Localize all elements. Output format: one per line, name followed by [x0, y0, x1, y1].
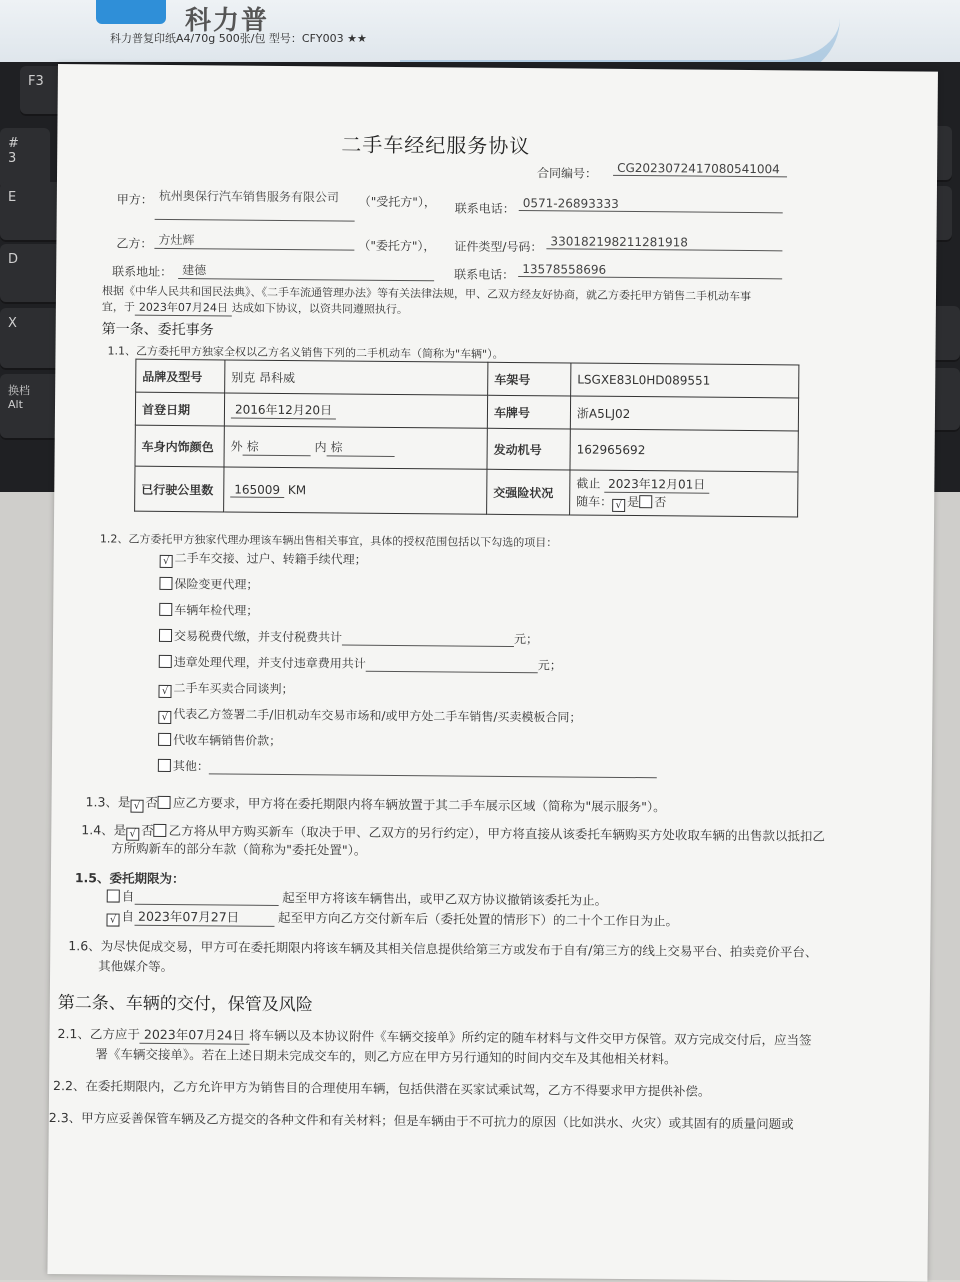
contract-page	[47, 64, 938, 1282]
key-3[interactable]: # 3	[0, 128, 50, 192]
clause-1-4-yes-checkbox[interactable]: √	[126, 828, 139, 841]
plate-label: 车牌号	[487, 395, 570, 429]
reg-date-value: 2016年12月20日	[231, 401, 336, 420]
option-1: √ 二手车交接、过户、转籍手续代理；	[160, 549, 367, 570]
option-8: 代收车辆销售价款；	[158, 731, 281, 749]
party-b-phone-label: 联系电话：	[454, 267, 515, 282]
key-alt[interactable]: 换档 Alt	[0, 374, 74, 440]
clause-1-4-cont: 方所购新车的部分车款（简称为"委托处置"）。	[111, 840, 367, 858]
option-6-checkbox[interactable]: √	[158, 685, 171, 698]
clause-1-6-cont: 其他媒介等。	[98, 958, 174, 975]
key-e[interactable]: E	[0, 182, 70, 242]
intro-line-2: 宜，于 2023年07月24日 达成如下协议，以资共同遵照执行。	[101, 300, 408, 317]
article-1-heading: 第一条、委托事务	[101, 321, 214, 339]
insurance-yes-checkbox[interactable]: √	[612, 498, 625, 511]
option-9: 其他：	[158, 757, 657, 778]
contract-no-label: 合同编号：	[537, 166, 598, 181]
option-3: 车辆年检代理；	[159, 601, 258, 619]
option-2-checkbox[interactable]	[159, 577, 172, 590]
option-1-checkbox[interactable]: √	[160, 555, 173, 568]
engine-value: 162965692	[570, 429, 798, 472]
party-a-role: （"受托方"），	[358, 194, 436, 210]
key-x[interactable]: X	[0, 308, 60, 370]
clause-2-3: 2.3、甲方应妥善保管车辆及乙方提交的各种文件和有关材料；但是车辆由于不可抗力的原因（比如洪水、火灾）或其固有的质量问题或	[48, 1109, 794, 1132]
brand-label: 品牌及型号	[136, 359, 225, 393]
insurance-no-checkbox[interactable]	[639, 495, 652, 508]
party-a-phone-label: 联系电话：	[454, 201, 515, 216]
plate-value: 浙A5LJ02	[570, 396, 798, 431]
option-8-checkbox[interactable]	[158, 733, 171, 746]
option-7-checkbox[interactable]: √	[158, 711, 171, 724]
insurance-cell: 截止 2023年12月01日 随车： √ 是 否	[570, 470, 798, 517]
party-a-phone: 0571-26893333	[519, 196, 783, 213]
intro-date: 2023年07月24日	[135, 299, 232, 317]
option-2: 保险变更代理；	[159, 575, 258, 593]
vehicle-table	[134, 359, 799, 518]
clause-1-4: 1.4、是 √ 否 乙方将从甲方购买新车（取决于甲、乙双方的另行约定），甲方将直接从该委托车辆购买方处收取车辆的出售款以抵扣乙	[81, 822, 826, 844]
key-d[interactable]: D	[0, 244, 80, 304]
party-b-label: 乙方：	[116, 236, 153, 251]
clause-1-2: 1.2、乙方委托甲方独家代理办理该车辆出售相关事宜，具体的授权范围包括以下勾选的项目：	[99, 532, 558, 550]
clause-2-1: 2.1、乙方应于 2023年07月24日 将车辆以及本协议附件《车辆交接单》所约定的随车材料与文件交甲方保管。双方完成交付后，应当签	[57, 1026, 812, 1048]
party-b-role: （"委托方"），	[358, 238, 436, 254]
party-b-phone: 13578558696	[518, 262, 782, 279]
clause-1-3-no-checkbox[interactable]	[158, 796, 171, 809]
color-cell: 外 棕 内 棕	[224, 426, 487, 469]
paper-ream	[0, 0, 960, 62]
party-a-name: 杭州奥保行汽车销售服务有限公司	[155, 189, 355, 222]
term-a-checkbox[interactable]	[107, 889, 120, 902]
document-title: 二手车经纪服务协议	[341, 132, 531, 159]
brand-value: 别克 昂科威	[225, 360, 488, 395]
insurance-date: 2023年12月01日	[604, 474, 709, 493]
option-4-checkbox[interactable]	[159, 629, 172, 642]
term-b-checkbox[interactable]: √	[106, 913, 119, 926]
address-label: 联系地址：	[112, 264, 173, 280]
ream-brand: 科力普	[185, 6, 270, 36]
ream-logo-icon	[96, 0, 166, 24]
handover-date: 2023年07月24日	[140, 1025, 249, 1045]
clause-1-1: 1.1、乙方委托甲方独家全权以乙方名义销售下列的二手机动车（简称为"车辆"）。	[107, 344, 504, 361]
option-5-checkbox[interactable]	[159, 655, 172, 668]
key-f3[interactable]: F3	[20, 66, 70, 116]
party-b-id: 330182198211281918	[546, 234, 782, 251]
contract-no: CG2023072417080541004	[613, 161, 787, 178]
option-7: √ 代表乙方签署二手/旧机动车交易市场和/或甲方处二手车销售/买卖模板合同；	[158, 705, 581, 728]
option-9-checkbox[interactable]	[158, 759, 171, 772]
insurance-label: 交强险状况	[487, 469, 570, 515]
mileage-label: 已行驶公里数	[135, 466, 224, 512]
table-row	[135, 425, 798, 472]
reg-date-cell	[224, 393, 487, 428]
id-label: 证件类型/号码：	[454, 239, 543, 255]
mileage-value: 165009	[230, 482, 284, 497]
party-a-label: 甲方：	[116, 192, 153, 207]
clause-1-3-yes-checkbox[interactable]: √	[130, 800, 143, 813]
mileage-cell: 165009 KM	[224, 467, 487, 514]
vin-value: LSGXE83L0HD089551	[571, 363, 799, 398]
option-5: 违章处理代理，并支付违章费用共计 元；	[159, 653, 562, 674]
clause-1-3: 1.3、是 √ 否 应乙方要求，甲方将在委托期限内将车辆放置于其二手车展示区域（简称为"展示服务"）。	[85, 794, 666, 815]
address: 建德	[178, 261, 434, 281]
term-option-b: √ 自 2023年07月27日 起至甲方向乙方交付新车后（委托处置的情形下）的二十个工作日为止。	[106, 906, 678, 931]
ream-spec: 科力普复印纸A4/70g 500张/包 型号：CFY003 ★★	[110, 32, 367, 45]
engine-label: 发动机号	[487, 428, 570, 470]
clause-2-2: 2.2、在委托期限内，乙方允许甲方为销售目的合理使用车辆，包括供潜在买家试乘试驾，乙方不得要求甲方提供补偿。	[53, 1077, 711, 1099]
intro-line-1: 根据《中华人民共和国民法典》、《二手车流通管理办法》等有关法律法规，甲、乙双方经友好协商，就乙方委托甲方销售二手机动车事	[101, 284, 752, 304]
vin-label: 车架号	[488, 362, 571, 396]
party-b-name: 方灶辉	[154, 231, 354, 251]
option-6: √ 二手车买卖合同谈判；	[158, 679, 293, 699]
clause-1-6: 1.6、为尽快促成交易，甲方可在委托期限内将该车辆及其相关信息提供给第三方或发布于自有/第三方的线上交易平台、拍卖竞价平台、	[68, 938, 818, 960]
option-4: 交易税费代缴，并支付税费共计 元；	[159, 627, 538, 647]
clause-2-1-cont: 署《车辆交接单》。若在上述日期未完成交车的，则乙方应在甲方另行通知的时间内交车及其他相关材料。	[95, 1046, 677, 1067]
article-2-heading: 第二条、车辆的交付，保管及风险	[57, 993, 313, 1016]
exterior-color: 棕	[243, 438, 311, 457]
reg-date-label: 首登日期	[135, 392, 224, 426]
table-row	[135, 466, 798, 517]
color-label: 车身内饰颜色	[135, 425, 224, 467]
term-option-a: 自 起至甲方将该车辆售出，或甲乙双方协议撤销该委托为止。	[107, 886, 608, 908]
clause-1-4-no-checkbox[interactable]	[154, 824, 167, 837]
clause-1-5: 1.5、委托期限为：	[74, 870, 185, 887]
term-start-date: 2023年07月27日	[134, 907, 274, 927]
option-3-checkbox[interactable]	[159, 603, 172, 616]
interior-color: 棕	[326, 438, 394, 457]
